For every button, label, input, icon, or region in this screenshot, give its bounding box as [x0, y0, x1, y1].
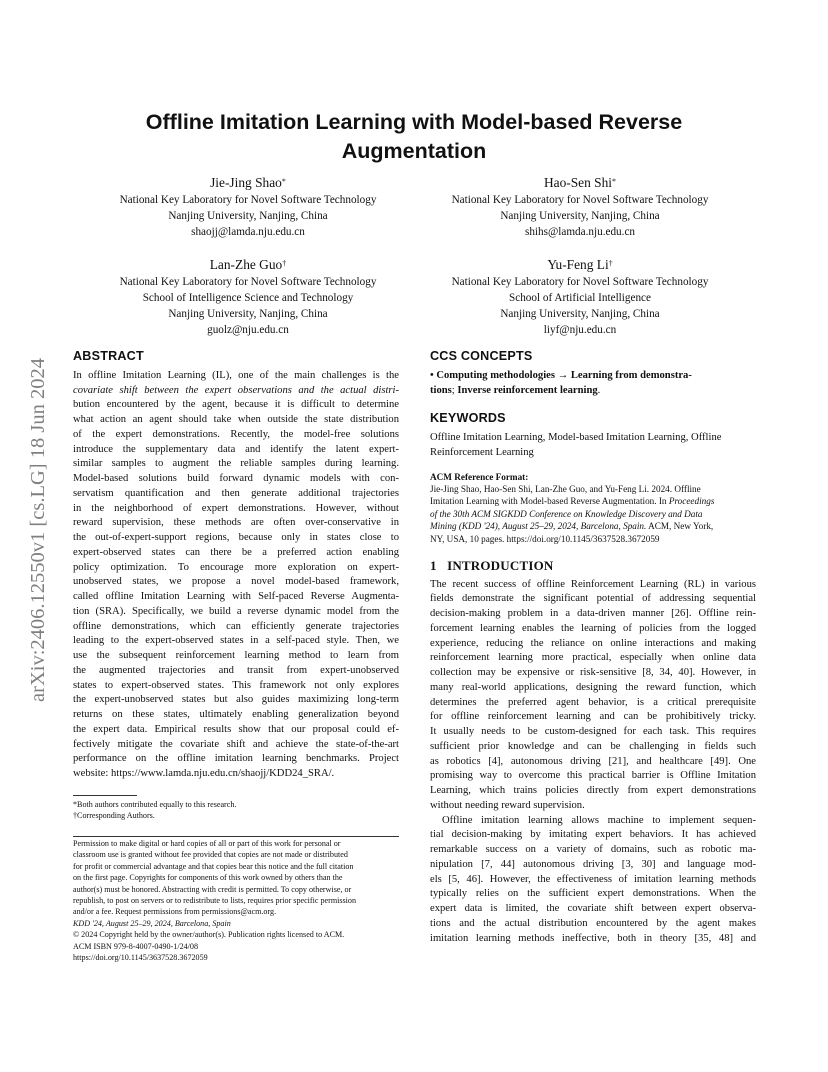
author-mark: *	[612, 177, 617, 186]
author-affiliation: Nanjing University, Nanjing, China	[168, 308, 328, 321]
author-affiliation: Nanjing University, Nanjing, China	[168, 210, 328, 223]
author-name: Lan-Zhe Guo	[209, 257, 283, 272]
author-affiliation: National Key Laboratory for Novel Software Technology	[119, 276, 377, 288]
section-title: INTRODUCTION	[447, 557, 554, 573]
intro-heading	[430, 559, 756, 574]
footnote-equal-contribution: *Both authors contributed equally to this research.	[73, 800, 237, 809]
left-column	[73, 349, 399, 782]
paper-title	[100, 108, 728, 166]
conference-line: KDD '24, August 25–29, 2024, Barcelona, Spain	[73, 918, 231, 928]
author-name: Hao-Sen Shi	[543, 175, 613, 190]
author-name: Jie-Jing Shao	[210, 175, 282, 190]
author-affiliation: National Key Laboratory for Novel Software Technology	[451, 276, 709, 288]
footnote-corresponding: †Corresponding Authors.	[73, 811, 155, 821]
author-block-2	[412, 174, 748, 240]
author-affiliation: National Key Laboratory for Novel Software Technology	[451, 194, 709, 206]
abstract-line-covariate: covariate shift between the expert observations and the actual distri-	[73, 384, 399, 396]
intro-body: The recent success of offline Reinforcement Learning (RL) in various fields demonstrate the significant potential of addressing sequential decision-making problem in a data-driven manner [26]. Offline rein- forcement learning enables the learning of policies from the logged experience, reducing the reliance on online interactions and making reinforcement learning more practical, especially when online data collection may be expensive or risk-sensitive [8, 34, 40]. However, in many real-world applications, designing the reward function, which determines the preferred agent behavior, is a critical prerequisite for offline reinforcement learning and can be prohibitively tricky. It usually needs to be custom-designed for each task. This requires sufficient prior knowledge and can be challenging in fields such as robotics [4], autonomous driving [21], and healthcare [49]. One promising way to overcome this practical barrier is Offline Imitation Learning, which trains policies directly from expert demonstrations without needing reward supervision. Offline imitation learning allows machine to implement sequen- tial decision-making by imitating expert behaviors. It has achieved remarkable success on a variety of domains, such as robotic ma- nipulation [7, 44] autonomous driving [3, 30] and language mod- els [5, 46]. However, the effectiveness of imitation learning methods typically relies on the sufficient expert demonstrations. When the expert data is limited, the covariate shift between expert observa- tions and the actual distribution encountered by the agent makes imitation learning methods ineffective, both in theory [35, 48] and	[430, 578, 756, 944]
ccs-heading: CCS CONCEPTS	[430, 349, 533, 363]
author-mark: †	[282, 259, 287, 268]
author-email: liyf@nju.edu.cn	[543, 324, 617, 337]
author-block-1	[80, 174, 416, 240]
author-affiliation: Nanjing University, Nanjing, China	[500, 308, 660, 321]
arxiv-stamp: arXiv:2406.12550v1 [cs.LG] 18 Jun 2024	[27, 358, 49, 702]
author-block-3	[80, 256, 416, 338]
author-affiliation: School of Intelligence Science and Technology	[142, 292, 354, 305]
abstract-heading: ABSTRACT	[73, 349, 144, 363]
keywords: Offline Imitation Learning, Model-based Imitation Learning, Offline Reinforcement Learning	[430, 432, 722, 458]
author-mark: *	[281, 177, 286, 186]
author-affiliation: School of Artificial Intelligence	[509, 292, 651, 305]
footnotes	[73, 799, 399, 822]
author-block-4	[412, 256, 748, 338]
ccs-concepts: • Computing methodologies → Learning from demonstra- tions; Inverse reinforcement learning.	[430, 369, 692, 396]
copyright-line: © 2024 Copyright held by the owner/author(s). Publication rights licensed to ACM.	[73, 930, 345, 940]
doi-line: https://doi.org/10.1145/3637528.3672059	[73, 953, 208, 963]
right-column	[430, 349, 756, 946]
author-email: shaojj@lamda.nju.edu.cn	[191, 226, 305, 239]
title-line-2: Augmentation	[341, 139, 487, 163]
permission-block: Permission to make digital or hard copies of all or part of this work for personal or classroom use is granted without fee provided that copies are not made or distributed for profit or commercial advantage and that copies bear this notice and the full citation on the first page. Copyrights for components of this work owned by others than the author(s) must be honored. Abstracting with credit is permitted. To copy otherwise, or republish, to post on servers or to redistribute to lists, requires prior specific permission and/or a fee. Request permissions from permissions@acm.org. KDD '24, August 25–29, 2024, Barcelona, Spain © 2024 Copyright held by the owner/author(s). Publication rights licensed to ACM. ACM ISBN 979-8-4007-0490-1/24/08 https://doi.org/10.1145/3637528.3672059	[73, 838, 399, 963]
section-number: 1	[430, 557, 437, 573]
title-line-1: Offline Imitation Learning with Model-based Reverse	[145, 110, 683, 134]
footnote-rule	[73, 795, 137, 796]
abstract-body: In offline Imitation Learning (IL), one of the main challenges is the covariate shift between the expert observations and the actual distri- bution encountered by the agent, because it is difficult to determine what action an agent should take when outside the state distribution of the expert demonstrations. Recently, the model-free solutions introduce the supplementary data and identify the latent expert- similar samples to augment the reliable samples during learning. Model-based solutions build forward dynamic models with con- servatism quantification and then generate additional trajectories in the neighborhood of expert demonstrations. However, without reward supervision, these methods are often over-conservative in the out-of-expert-support regions, because only in states close to expert-observed states can there be a preferred action enabling policy optimization. To encourage more exploration on expert- unobserved states, we propose a novel model-based framework, called offline Imitation Learning with Self-paced Reverse Augmenta- tion (SRA). Specifically, we build a reverse dynamic model from the offline demonstrations, which can efficiently generate trajectories leading to the expert-observed states in a self-paced style. Then, we use the subsequent reinforcement learning method to learn from the augmented trajectories and transit from expert-unobserved states to expert-observed states. This framework not only explores the expert-unobserved states but also guides maximizing long-term returns on these states, ultimately enabling generalization beyond the expert data. Empirical results show that our proposal could ef- fectively mitigate the covariate shift and achieve the state-of-the-art performance on the offline imitation learning benchmarks. Project website: https://www.lamda.nju.edu.cn/shaojj/KDD24_SRA/.	[73, 369, 399, 782]
author-name: Yu-Feng Li	[547, 257, 609, 272]
acm-reference: ACM Reference Format: Jie-Jing Shao, Hao-Sen Shi, Lan-Zhe Guo, and Yu-Feng Li. 2024. Offline Imitation Learning with Model-based Reverse Augmentation. In Proceedings of the 30th ACM SIGKDD Conference on Knowledge Discovery and Data Mining (KDD '24), August 25–29, 2024, Barcelona, Spain. ACM, New York, NY, USA, 10 pages. https://doi.org/10.1145/3637528.3672059	[430, 471, 715, 544]
author-mark: †	[608, 259, 613, 268]
keywords-heading: KEYWORDS	[430, 411, 506, 426]
author-affiliation: National Key Laboratory for Novel Software Technology	[119, 194, 377, 206]
author-email: guolz@nju.edu.cn	[207, 324, 289, 337]
author-affiliation: Nanjing University, Nanjing, China	[500, 210, 660, 223]
project-website: website: https://www.lamda.nju.edu.cn/shaojj/KDD24_SRA/.	[73, 768, 335, 779]
author-email: shihs@lamda.nju.edu.cn	[524, 226, 636, 239]
permission-rule	[73, 836, 399, 837]
isbn-line: ACM ISBN 979-8-4007-0490-1/24/08	[73, 941, 199, 951]
